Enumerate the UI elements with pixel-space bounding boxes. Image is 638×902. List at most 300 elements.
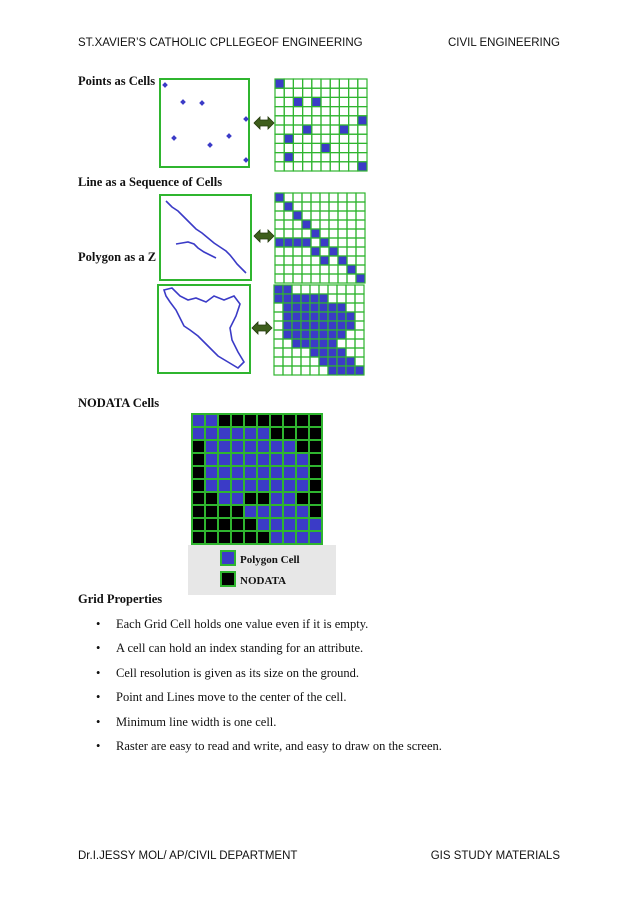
grid-cell xyxy=(321,125,330,134)
grid-cell xyxy=(293,79,302,88)
grid-cell xyxy=(329,220,338,229)
grid-cell xyxy=(302,274,311,283)
grid-cell xyxy=(284,162,293,171)
grid-cell xyxy=(296,427,309,440)
filled-cell xyxy=(205,466,218,479)
grid-cell xyxy=(293,274,302,283)
grid-cell xyxy=(303,88,312,97)
line-raster-grid xyxy=(275,193,365,283)
grid-cell xyxy=(321,97,330,106)
grid-cell xyxy=(283,427,296,440)
grid-cell xyxy=(231,518,244,531)
filled-cell xyxy=(356,274,365,283)
grid-cell xyxy=(329,229,338,238)
grid-cell xyxy=(339,88,348,97)
grid-cell xyxy=(312,107,321,116)
filled-cell xyxy=(284,202,293,211)
filled-cell xyxy=(244,427,257,440)
grid-cell xyxy=(303,134,312,143)
grid-cell xyxy=(275,265,284,274)
grid-cell xyxy=(349,134,358,143)
filled-cell xyxy=(270,466,283,479)
bullet-glyph: • xyxy=(96,617,101,631)
grid-cell xyxy=(274,366,283,375)
grid-cell xyxy=(192,453,205,466)
grid-cell xyxy=(312,125,321,134)
bullet-glyph: • xyxy=(96,714,101,729)
grid-cell xyxy=(328,285,337,294)
filled-cell xyxy=(358,116,367,125)
filled-cell xyxy=(231,427,244,440)
grid-cell xyxy=(309,492,322,505)
grid-cell xyxy=(270,414,283,427)
grid-cell xyxy=(319,285,328,294)
grid-cell xyxy=(257,414,270,427)
filled-cell xyxy=(292,321,301,330)
grid-cell xyxy=(339,162,348,171)
grid-cell xyxy=(347,229,356,238)
grid-cell xyxy=(303,143,312,152)
grid-cell xyxy=(303,116,312,125)
filled-cell xyxy=(310,330,319,339)
grid-cell xyxy=(192,492,205,505)
grid-cell xyxy=(309,505,322,518)
grid-cell xyxy=(311,211,320,220)
filled-cell xyxy=(296,466,309,479)
grid-cell xyxy=(293,220,302,229)
grid-cell xyxy=(274,357,283,366)
grid-cell xyxy=(192,531,205,544)
polygon-vector-panel xyxy=(158,285,250,373)
grid-cell xyxy=(284,274,293,283)
grid-cell xyxy=(293,134,302,143)
filled-cell xyxy=(293,97,302,106)
filled-cell xyxy=(231,466,244,479)
grid-cell xyxy=(358,88,367,97)
grid-cell xyxy=(330,79,339,88)
filled-cell xyxy=(275,238,284,247)
grid-cell xyxy=(330,107,339,116)
filled-cell xyxy=(293,211,302,220)
grid-cell xyxy=(293,256,302,265)
legend-polygon-swatch xyxy=(221,551,235,565)
footer-left: Dr.I.JESSY MOL/ AP/CIVIL DEPARTMENT xyxy=(78,850,298,862)
grid-cell xyxy=(302,256,311,265)
grid-cell xyxy=(296,414,309,427)
grid-cell xyxy=(338,247,347,256)
grid-cell xyxy=(284,229,293,238)
filled-cell xyxy=(205,427,218,440)
filled-cell xyxy=(292,339,301,348)
grid-cell xyxy=(338,238,347,247)
grid-cell xyxy=(284,107,293,116)
filled-cell xyxy=(302,238,311,247)
bullet-glyph: • xyxy=(96,641,101,656)
filled-cell xyxy=(218,466,231,479)
filled-cell xyxy=(319,330,328,339)
grid-cell xyxy=(244,531,257,544)
filled-cell xyxy=(338,256,347,265)
filled-cell xyxy=(257,466,270,479)
list-item-text: Point and Lines move to the center of the cell. xyxy=(116,690,347,705)
grid-cell xyxy=(283,414,296,427)
filled-cell xyxy=(283,294,292,303)
filled-cell xyxy=(192,427,205,440)
grid-cell xyxy=(303,97,312,106)
grid-cell xyxy=(356,193,365,202)
filled-cell xyxy=(329,247,338,256)
grid-cell xyxy=(284,88,293,97)
grid-cell xyxy=(284,143,293,152)
grid-cell xyxy=(275,97,284,106)
grid-cell xyxy=(296,492,309,505)
grid-cell xyxy=(320,193,329,202)
grid-cell xyxy=(349,125,358,134)
filled-cell xyxy=(292,294,301,303)
grid-cell xyxy=(293,107,302,116)
grid-cell xyxy=(330,143,339,152)
filled-cell xyxy=(310,339,319,348)
filled-cell xyxy=(284,134,293,143)
grid-cell xyxy=(284,193,293,202)
grid-cell xyxy=(330,97,339,106)
grid-cell xyxy=(349,162,358,171)
filled-cell xyxy=(319,357,328,366)
filled-cell xyxy=(303,125,312,134)
grid-cell xyxy=(349,79,358,88)
grid-cell xyxy=(274,303,283,312)
grid-cell xyxy=(346,339,355,348)
grid-cell xyxy=(218,505,231,518)
grid-cell xyxy=(283,366,292,375)
list-item xyxy=(78,710,442,734)
grid-cell xyxy=(275,88,284,97)
grid-cell xyxy=(338,274,347,283)
filled-cell xyxy=(346,312,355,321)
filled-cell xyxy=(270,440,283,453)
filled-cell xyxy=(296,505,309,518)
grid-cell xyxy=(337,294,346,303)
grid-cell xyxy=(358,143,367,152)
filled-cell xyxy=(328,312,337,321)
grid-cell xyxy=(192,518,205,531)
grid-cell xyxy=(349,153,358,162)
filled-cell xyxy=(218,453,231,466)
filled-cell xyxy=(301,339,310,348)
grid-cell xyxy=(205,531,218,544)
filled-cell xyxy=(218,427,231,440)
filled-cell xyxy=(274,285,283,294)
filled-cell xyxy=(328,303,337,312)
grid-cell xyxy=(321,134,330,143)
grid-cell xyxy=(312,162,321,171)
grid-cell xyxy=(218,531,231,544)
grid-cell xyxy=(358,134,367,143)
grid-cell xyxy=(329,238,338,247)
filled-cell xyxy=(270,531,283,544)
filled-cell xyxy=(319,339,328,348)
grid-cell xyxy=(311,220,320,229)
grid-cell xyxy=(320,265,329,274)
filled-cell xyxy=(205,453,218,466)
grid-cell xyxy=(346,348,355,357)
grid-cell xyxy=(192,479,205,492)
grid-cell xyxy=(356,247,365,256)
grid-cell xyxy=(355,294,364,303)
filled-cell xyxy=(292,330,301,339)
grid-cell xyxy=(292,357,301,366)
grid-cell xyxy=(303,107,312,116)
points-raster-grid xyxy=(275,79,367,171)
grid-cell xyxy=(312,143,321,152)
convert-arrow-icon xyxy=(252,322,272,334)
filled-cell xyxy=(283,440,296,453)
grid-cell xyxy=(274,348,283,357)
grid-cell xyxy=(339,79,348,88)
grid-cell xyxy=(338,220,347,229)
grid-cell xyxy=(274,321,283,330)
filled-cell xyxy=(270,492,283,505)
filled-cell xyxy=(270,453,283,466)
grid-cell xyxy=(270,427,283,440)
grid-cell xyxy=(329,193,338,202)
grid-cell xyxy=(339,107,348,116)
list-item xyxy=(78,661,442,685)
grid-cell xyxy=(284,247,293,256)
grid-cell xyxy=(358,153,367,162)
label-line-as-cells: Line as a Sequence of Cells xyxy=(78,175,223,189)
grid-cell xyxy=(218,518,231,531)
grid-cell xyxy=(283,348,292,357)
grid-cell xyxy=(293,193,302,202)
grid-cell xyxy=(320,211,329,220)
grid-cell xyxy=(330,88,339,97)
filled-cell xyxy=(309,531,322,544)
grid-cell xyxy=(356,220,365,229)
grid-cell xyxy=(349,97,358,106)
filled-cell xyxy=(284,238,293,247)
grid-cell xyxy=(347,202,356,211)
grid-cell xyxy=(284,265,293,274)
grid-cell xyxy=(293,162,302,171)
grid-cell xyxy=(319,366,328,375)
filled-cell xyxy=(309,518,322,531)
grid-cell xyxy=(320,229,329,238)
grid-cell xyxy=(275,220,284,229)
grid-cell xyxy=(311,265,320,274)
grid-cell xyxy=(293,202,302,211)
list-item-text: Raster are easy to read and write, and easy to draw on the screen. xyxy=(116,738,442,753)
filled-cell xyxy=(301,321,310,330)
grid-cell xyxy=(320,247,329,256)
filled-cell xyxy=(358,162,367,171)
grid-cell xyxy=(355,330,364,339)
grid-cell xyxy=(349,107,358,116)
grid-cell xyxy=(338,202,347,211)
grid-cell xyxy=(321,79,330,88)
grid-cell xyxy=(293,247,302,256)
grid-cell xyxy=(356,265,365,274)
label-nodata-cells: NODATA Cells xyxy=(78,396,160,410)
filled-cell xyxy=(283,531,296,544)
header-right: CIVIL ENGINEERING xyxy=(447,37,560,49)
filled-cell xyxy=(355,366,364,375)
filled-cell xyxy=(283,492,296,505)
filled-cell xyxy=(275,193,284,202)
grid-cell xyxy=(275,247,284,256)
grid-cell xyxy=(321,162,330,171)
filled-cell xyxy=(310,294,319,303)
grid-cell xyxy=(257,531,270,544)
grid-cell xyxy=(347,238,356,247)
filled-cell xyxy=(319,312,328,321)
filled-cell xyxy=(346,321,355,330)
grid-cell xyxy=(321,88,330,97)
grid-cell xyxy=(274,339,283,348)
grid-cell xyxy=(329,256,338,265)
double-arrow-icon xyxy=(254,230,274,242)
grid-cell xyxy=(301,366,310,375)
filled-cell xyxy=(347,265,356,274)
grid-cell xyxy=(301,357,310,366)
filled-cell xyxy=(257,427,270,440)
grid-cell xyxy=(293,229,302,238)
grid-cell xyxy=(356,229,365,238)
filled-cell xyxy=(337,357,346,366)
filled-cell xyxy=(321,143,330,152)
grid-cell xyxy=(328,294,337,303)
grid-cell xyxy=(311,274,320,283)
filled-cell xyxy=(337,321,346,330)
filled-cell xyxy=(337,312,346,321)
grid-cell xyxy=(330,116,339,125)
legend-box xyxy=(188,545,336,595)
grid-cell xyxy=(339,143,348,152)
filled-cell xyxy=(275,79,284,88)
grid-cell xyxy=(275,162,284,171)
grid-cell xyxy=(311,193,320,202)
filled-cell xyxy=(292,303,301,312)
grid-cell xyxy=(192,505,205,518)
grid-cell xyxy=(338,265,347,274)
grid-cell xyxy=(284,256,293,265)
list-item-text: Minimum line width is one cell. xyxy=(116,714,277,729)
filled-cell xyxy=(320,238,329,247)
grid-cell xyxy=(231,531,244,544)
grid-cell xyxy=(349,88,358,97)
grid-cell xyxy=(339,134,348,143)
grid-cell xyxy=(303,153,312,162)
filled-cell xyxy=(337,348,346,357)
legend-polygon-label: Polygon Cell xyxy=(240,554,300,566)
grid-cell xyxy=(355,303,364,312)
filled-cell xyxy=(257,440,270,453)
grid-cell xyxy=(244,492,257,505)
list-item xyxy=(78,612,442,636)
footer-right: GIS STUDY MATERIALS xyxy=(430,850,560,862)
filled-cell xyxy=(231,440,244,453)
filled-cell xyxy=(301,303,310,312)
grid-cell xyxy=(309,466,322,479)
grid-cell xyxy=(330,125,339,134)
filled-cell xyxy=(205,414,218,427)
grid-cell xyxy=(311,202,320,211)
grid-cell xyxy=(275,274,284,283)
grid-cell xyxy=(309,440,322,453)
filled-cell xyxy=(274,294,283,303)
filled-cell xyxy=(231,453,244,466)
grid-cell xyxy=(244,518,257,531)
points-vector-panel xyxy=(160,79,249,167)
header-left: ST.XAVIER’S CATHOLIC CPLLEGEOF ENGINEERING xyxy=(78,37,363,49)
grid-cell xyxy=(355,348,364,357)
grid-cell xyxy=(275,143,284,152)
grid-cell xyxy=(284,79,293,88)
grid-cell xyxy=(309,453,322,466)
filled-cell xyxy=(244,505,257,518)
grid-cell xyxy=(312,153,321,162)
filled-cell xyxy=(231,479,244,492)
filled-cell xyxy=(312,97,321,106)
grid-cell xyxy=(338,211,347,220)
filled-cell xyxy=(319,303,328,312)
filled-cell xyxy=(284,153,293,162)
grid-cell xyxy=(275,134,284,143)
grid-cell xyxy=(293,153,302,162)
label-polygon-as-zone: Polygon as a Z xyxy=(78,250,157,264)
filled-cell xyxy=(283,303,292,312)
grid-cell xyxy=(355,357,364,366)
convert-arrow-icon xyxy=(254,230,274,242)
grid-cell xyxy=(274,330,283,339)
grid-cell xyxy=(347,256,356,265)
grid-cell xyxy=(293,125,302,134)
filled-cell xyxy=(337,303,346,312)
filled-cell xyxy=(283,312,292,321)
list-item-text: Each Grid Cell holds one value even if it is empty. xyxy=(116,617,369,631)
grid-cell xyxy=(310,366,319,375)
filled-cell xyxy=(328,366,337,375)
grid-cell xyxy=(292,366,301,375)
grid-cell xyxy=(329,265,338,274)
grid-cell xyxy=(337,339,346,348)
filled-cell xyxy=(328,357,337,366)
grid-cell xyxy=(311,256,320,265)
grid-cell xyxy=(284,125,293,134)
filled-cell xyxy=(192,414,205,427)
grid-cell xyxy=(321,153,330,162)
grid-cell xyxy=(302,229,311,238)
grid-cell xyxy=(356,256,365,265)
grid-cell xyxy=(312,88,321,97)
filled-cell xyxy=(339,125,348,134)
grid-cell xyxy=(283,357,292,366)
filled-cell xyxy=(283,518,296,531)
grid-cell xyxy=(358,125,367,134)
grid-cell xyxy=(320,220,329,229)
grid-cell xyxy=(320,202,329,211)
list-item xyxy=(78,734,442,758)
grid-cell xyxy=(356,202,365,211)
bullet-glyph: • xyxy=(96,690,101,705)
grid-cell xyxy=(192,440,205,453)
filled-cell xyxy=(319,321,328,330)
filled-cell xyxy=(218,479,231,492)
grid-cell xyxy=(329,211,338,220)
filled-cell xyxy=(257,479,270,492)
grid-cell xyxy=(346,303,355,312)
filled-cell xyxy=(218,440,231,453)
